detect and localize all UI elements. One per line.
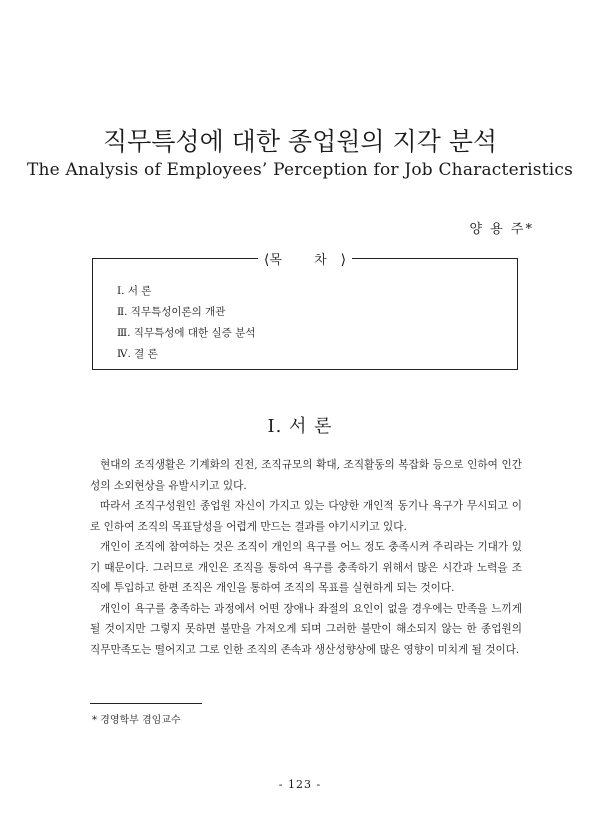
toc-item-3: Ⅲ. 직무특성에 대한 실증 분석 [117,327,256,339]
footnote-divider [90,703,202,704]
toc-item-1: Ⅰ. 서 론 [117,285,152,297]
toc-list [117,281,255,365]
author-name: 양 용 주* [469,222,534,237]
paragraph-3: 개인이 조직에 참여하는 것은 조직이 개인의 욕구를 어느 정도 충족시켜 주리라는 기대가 있기 때문이다. 그러므로 개인은 조직을 통하여 욕구를 충족하기 위해서 많은 시간과 노력을 조직에 투입하고 한편 조직은 개인을 통하여 조직의 목표를 실현하게 되는 것이다. [90,541,522,594]
table-of-contents [92,252,518,370]
section-body [90,455,522,660]
paragraph-2: 따라서 조직구성원인 종업원 자신이 가지고 있는 다양한 개인적 동기나 욕구가 무시되고 이로 인하여 조직의 목표달성을 어렵게 만드는 결과를 야기시키고 있다. [90,500,522,533]
paper-title-korean: 직무특성에 대한 종업원의 지각 분석 [102,127,498,156]
toc-right-bracket: ⟩ [340,252,347,268]
paper-title-english: The Analysis of Employees’ Perception for Job Characteristics [26,160,574,180]
toc-left-bracket: ⟨ [263,252,270,268]
section-heading: Ⅰ. 서 론 [267,416,333,437]
footnote: * 경영학부 겸임교수 [92,715,181,726]
toc-item-4: Ⅳ. 결 론 [117,348,158,360]
toc-item-2: Ⅱ. 직무특성이론의 개관 [117,306,226,318]
paragraph-1: 현대의 조직생활은 기계화의 진전, 조직규모의 확대, 조직활동의 복잡화 등으로 인하여 인간성의 소외현상을 유발시키고 있다. [90,459,522,492]
page-number: - 123 - [278,778,322,791]
paragraph-4: 개인이 욕구를 충족하는 과정에서 어떤 장애나 좌절의 요인이 없을 경우에는 만족을 느끼게 될 것이지만 그렇지 못하면 불만을 가져오게 되며 그러한 불만이 해소되지 않는 한 종업원의 직무만족도는 떨어지고 그로 인한 조직의 존속과 생산성향상에 많은 영향이 미치게 될 것이다. [90,602,522,656]
toc-title: 목 차 [269,253,341,268]
toc-heading [93,249,517,268]
